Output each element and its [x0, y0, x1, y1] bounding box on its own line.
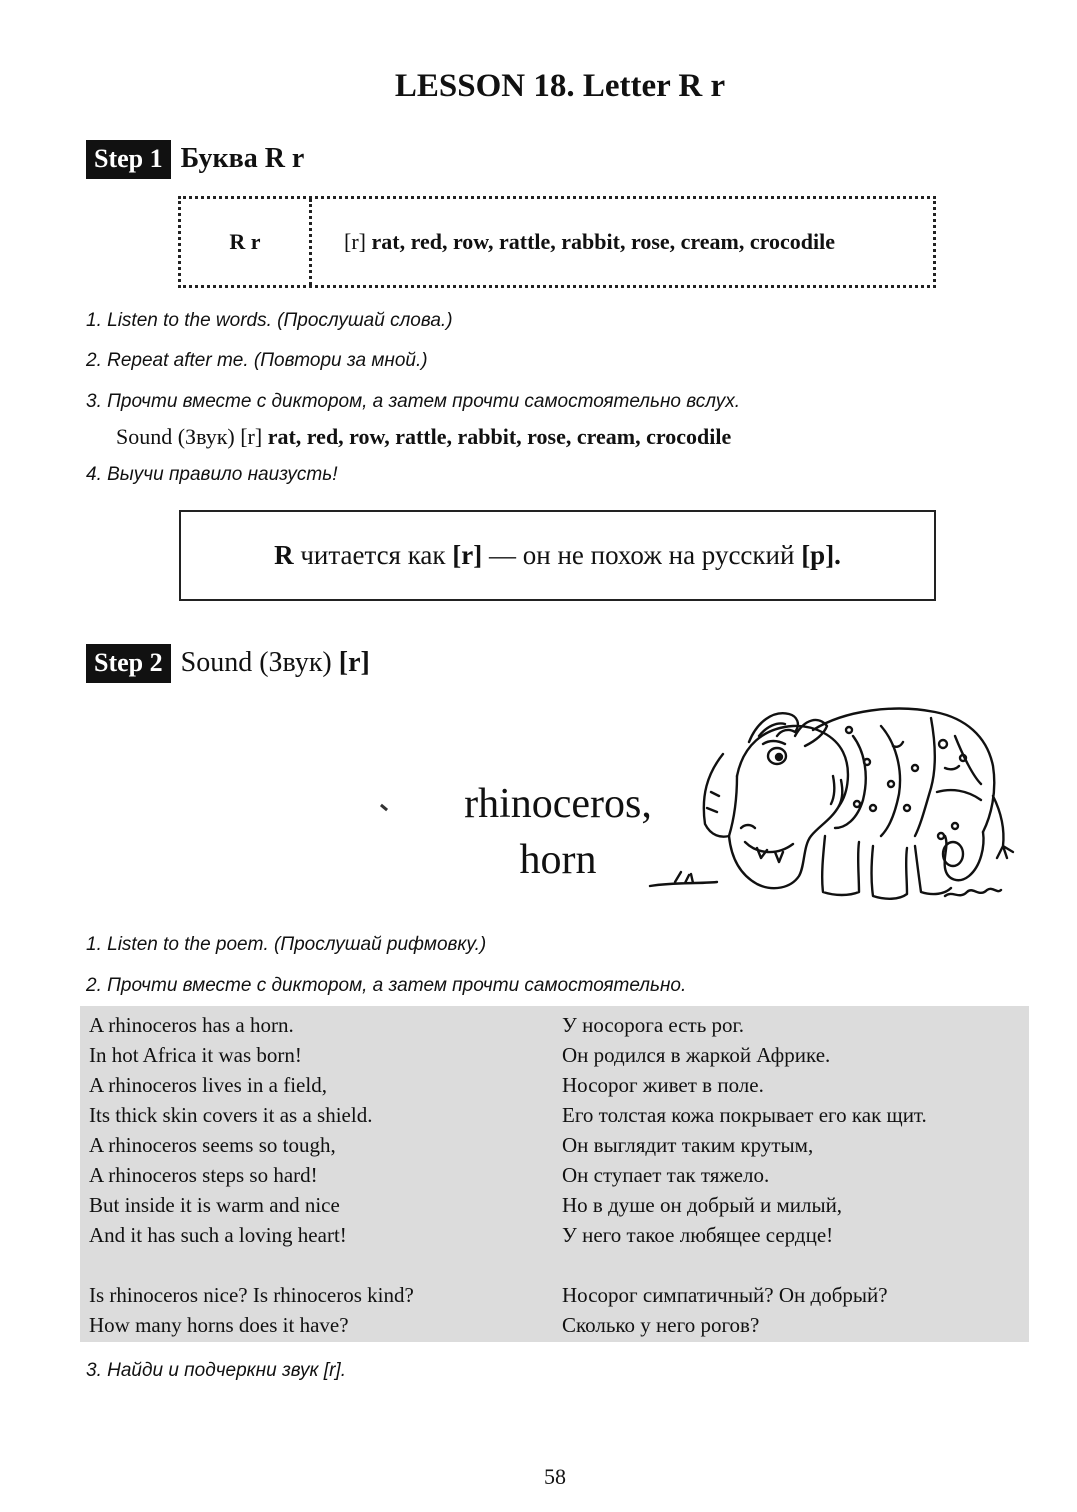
- poem-line: Его толстая кожа покрывает его как щит.: [562, 1103, 927, 1127]
- poem-line: Но в душе он добрый и милый,: [562, 1193, 843, 1217]
- letter-table: [178, 196, 936, 288]
- poem-line: A rhinoceros seems so tough,: [89, 1133, 336, 1157]
- question-line: Сколько у него рогов?: [562, 1313, 760, 1337]
- stray-mark: [380, 804, 388, 811]
- poem-line: Носорог живет в поле.: [562, 1073, 764, 1097]
- poem-russian: [562, 1010, 927, 1250]
- poem-line: У него такое любящее сердце!: [562, 1223, 834, 1247]
- sound-line: [116, 424, 731, 450]
- poem-line: У носорога есть рог.: [562, 1013, 745, 1037]
- step1-header: [86, 140, 304, 179]
- poem-english: [89, 1010, 372, 1250]
- step2-heading: [181, 647, 370, 679]
- question-line: How many horns does it have?: [89, 1313, 349, 1337]
- step2-heading-plain: Sound (Звук): [180, 647, 332, 679]
- instruction-4: 4. Выучи правило наизусть!: [86, 464, 338, 485]
- instruction-1: 1. Listen to the words. (Прослушай слова.): [86, 310, 453, 331]
- poem-line: A rhinoceros steps so hard!: [89, 1163, 318, 1187]
- sound-symbol: [r]: [344, 229, 366, 254]
- instruction-2: 2. Repeat after me. (Повтори за мной.): [86, 350, 428, 371]
- sound-label: Sound (Звук) [r]: [116, 424, 263, 449]
- poem-line: A rhinoceros lives in a field,: [89, 1073, 327, 1097]
- poem-line: A rhinoceros has a horn.: [89, 1013, 294, 1037]
- page-title: LESSON 18. Letter R r: [394, 68, 726, 104]
- task-3: 3. Найди и подчеркни звук [r].: [86, 1360, 346, 1381]
- rule-box: [179, 510, 936, 601]
- rule-text: [274, 540, 841, 571]
- rhinoceros-illustration: [645, 696, 1030, 921]
- sound-words: rat, red, row, rattle, rabbit, rose, cream, crocodile: [267, 424, 732, 449]
- poem-line: And it has such a loving heart!: [89, 1223, 347, 1247]
- step2-instruction-1: 1. Listen to the poem. (Прослушай рифмовку.): [86, 934, 487, 955]
- example-words: rat, red, row, rattle, rabbit, rose, cream, crocodile: [371, 229, 835, 254]
- rule-middle: читается как: [300, 540, 446, 570]
- poem-box: [80, 1006, 1029, 1342]
- rule-rest: — он не похож на русский: [489, 540, 795, 570]
- rule-russian: [p].: [801, 540, 841, 570]
- poem-line: Its thick skin covers it as a shield.: [89, 1103, 373, 1127]
- question-line: Is rhinoceros nice? Is rhinoceros kind?: [89, 1283, 414, 1307]
- poem-line: In hot Africa it was born!: [89, 1043, 302, 1067]
- rule-letter: R: [274, 540, 294, 570]
- step2-heading-bold: [r]: [338, 647, 370, 679]
- step2-instruction-2: 2. Прочти вместе с диктором, а затем прочти самостоятельно.: [86, 975, 687, 996]
- question-line: Носорог симпатичный? Он добрый?: [562, 1283, 888, 1307]
- poem-line: Он ступает так тяжело.: [562, 1163, 770, 1187]
- poem-line: Он выглядит таким крутым,: [562, 1133, 814, 1157]
- step2-header: [86, 644, 370, 683]
- vocab-word-2: horn: [519, 837, 597, 883]
- questions-english: [89, 1280, 414, 1340]
- questions-russian: [562, 1280, 888, 1340]
- page-number: 58: [544, 1464, 566, 1489]
- poem-line: Он родился в жаркой Африке.: [562, 1043, 831, 1067]
- step2-badge: Step 2: [86, 644, 171, 683]
- rule-sound: [r]: [452, 540, 483, 570]
- words-cell: [312, 199, 933, 285]
- poem-line: But inside it is warm and nice: [89, 1193, 340, 1217]
- step1-badge: Step 1: [86, 140, 171, 179]
- step1-heading: Буква R r: [180, 143, 305, 175]
- instruction-3: 3. Прочти вместе с диктором, а затем прочти самостоятельно вслух.: [86, 391, 741, 412]
- vocab-word-1: rhinoceros,: [464, 781, 652, 827]
- letter-cell: R r: [181, 199, 312, 285]
